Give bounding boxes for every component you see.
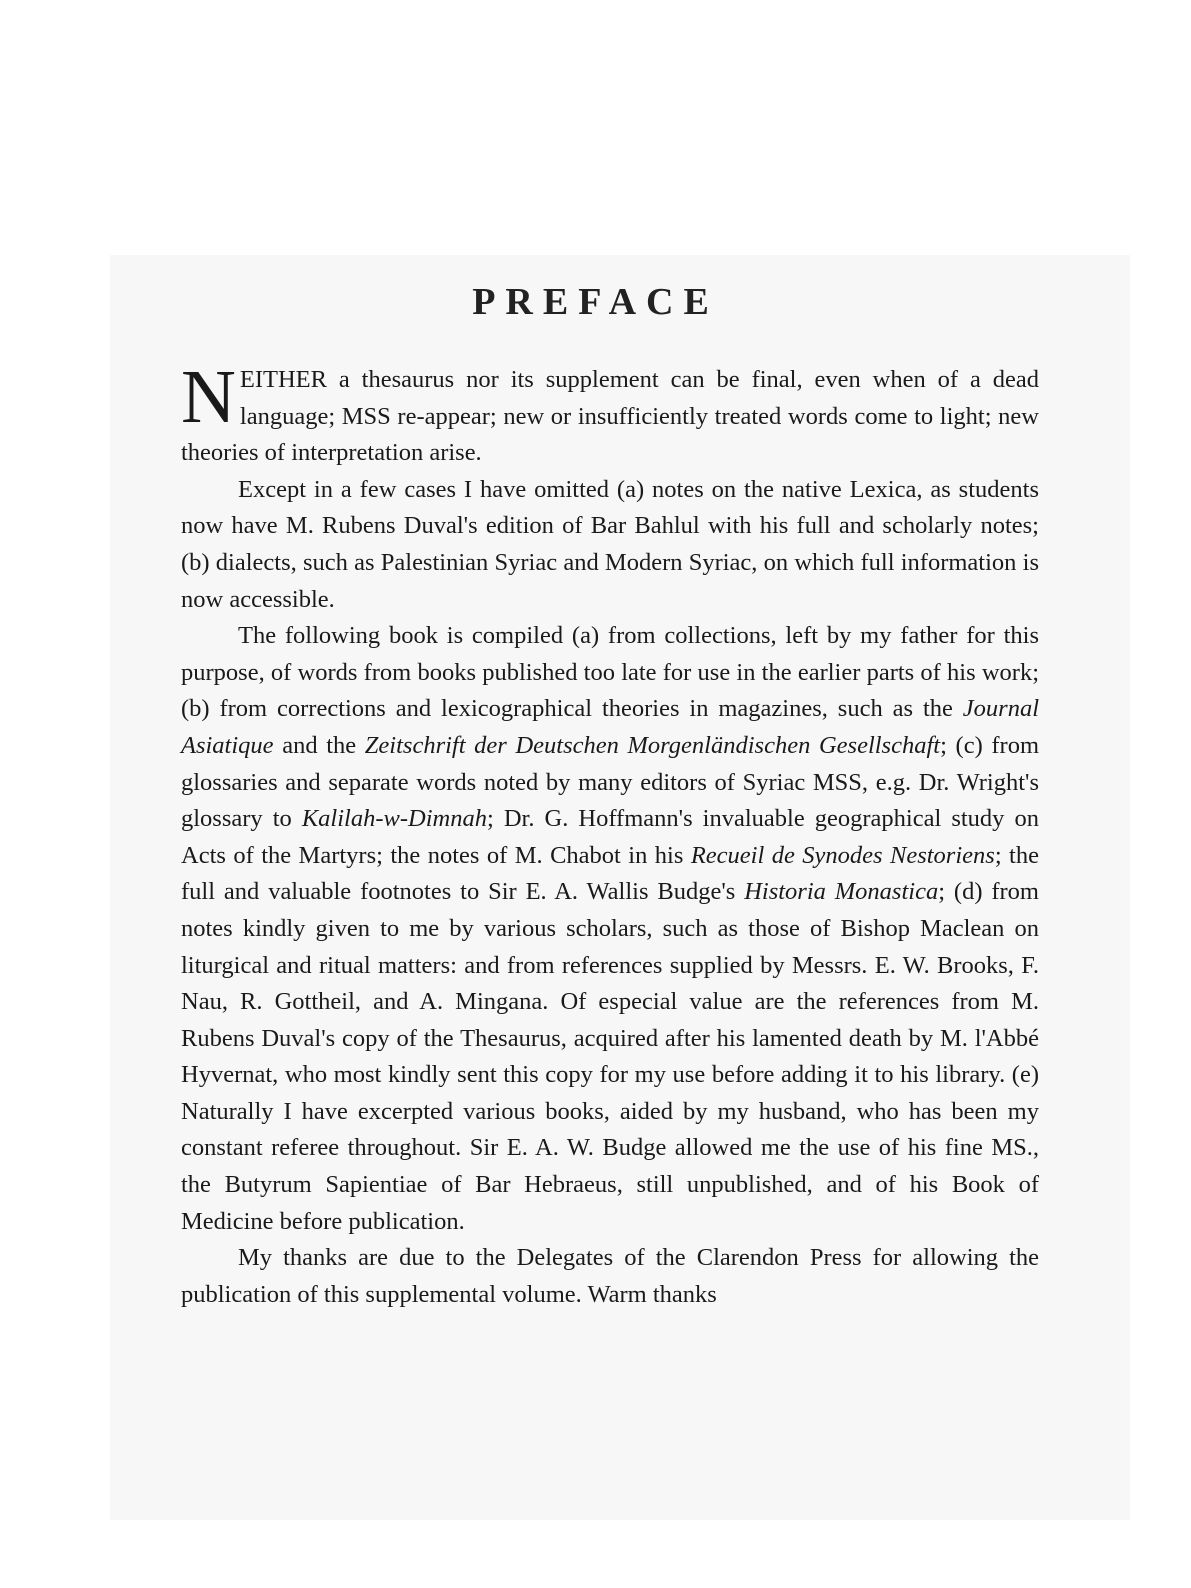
page-title: PREFACE (472, 281, 719, 323)
paragraph-3-text: ; the full and valuable footnotes to Sir E. A. Wallis Budge's (181, 841, 1039, 906)
paragraph-1-text: EITHER a thesaurus nor its supplement can be final, even when of a dead language; MSS re-appear; new or insufficiently treated words come to light; new theories of interpretation arise. (181, 366, 1039, 467)
paragraph-2-text: Except in a few cases I have omitted (a) notes on the native Lexica, as students now have M. Rubens Duval's edition of Bar Bahlul with his full and scholarly notes; (b) dialects, such as Palestinian Syriac and Modern Syriac, on which full information is now accessible. (181, 475, 1039, 613)
paragraph-1 (181, 355, 1039, 472)
paragraph-3-text: ; Dr. G. Hoffmann's invaluable geographical study on Acts of the Martyrs; the notes of M. Chabot in his (181, 805, 1039, 869)
paragraph-3-text: and the (273, 731, 365, 759)
journal-title: Journal Asiatique (181, 695, 1039, 759)
paragraph-4 (181, 1240, 1039, 1313)
paragraph-3-text: The following book is compiled (a) from collections, left by my father for this purpose, of words from books published too late for use in the earlier parts of his work; (b) from corrections and lexicographical theories in magazines, such as the (181, 622, 1039, 723)
paragraph-2 (181, 472, 1039, 618)
paragraph-3-text: ; (c) from glossaries and separate words noted by many editors of Syriac MSS, e.g. Dr. Wright's glossary to (181, 731, 1040, 833)
paragraph-4-text: My thanks are due to the Delegates of the Clarendon Press for allowing the publication of this supplemental volume. Warm thanks (181, 1244, 1039, 1308)
paragraph-3-text: ; (d) from notes kindly given to me by various scholars, such as those of Bishop Maclean on liturgical and ritual matters: and from references supplied by Messrs. E. W. Brooks, F. Nau, R. Gottheil, and A. Mingana. Of especial value are the references from M. Rubens Duval's copy of the Thesaurus, acquired after his lamented death by M. l'Abbé Hyvernat, who most kindly sent this copy for my use before adding it to his library. (e) Naturally I have excerpted various books, aided by my husband, who has been my constant referee throughout. Sir E. A. W. Budge allowed me the use of his fine MS., the Butyrum Sapientiae of Bar Hebraeus, still unpublished, and of his Book of Medicine before publication. (181, 878, 1039, 1235)
book-title: Kalilah-w-Dimnah (301, 805, 487, 833)
preface-body (181, 355, 1040, 1313)
drop-cap: N (181, 355, 236, 439)
paragraph-3 (181, 618, 1039, 1240)
journal-title: Zeitschrift der Deutschen Morgenländischen Gesellschaft (364, 731, 941, 759)
book-title: Historia Monastica (744, 878, 939, 906)
book-title: Recueil de Synodes Nestoriens (690, 841, 995, 869)
